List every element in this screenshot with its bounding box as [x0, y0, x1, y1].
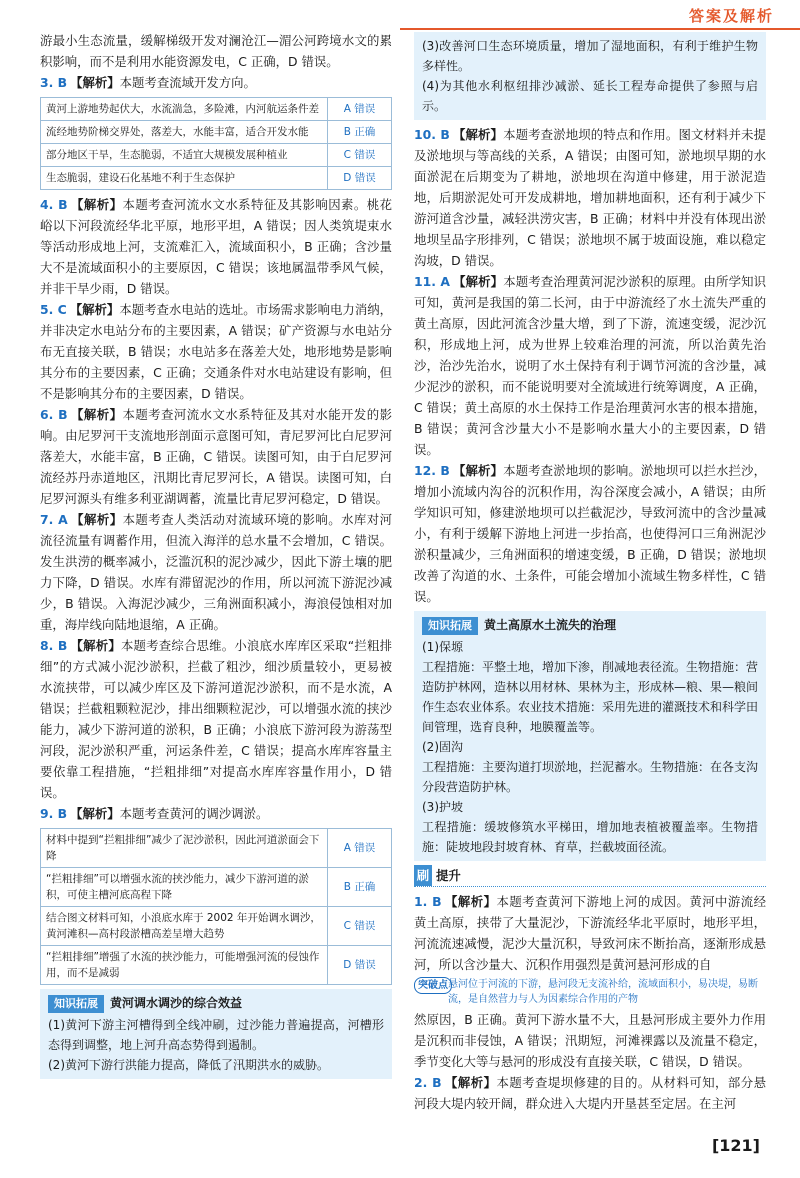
q9-text: 本题考查黄河的调沙调淤。 — [119, 806, 269, 821]
q9-table — [40, 828, 392, 985]
extension-item: (1)保塬 — [422, 640, 463, 654]
table-cell: 部分地区干旱，生态脆弱，不适宜大规模发展种植业 — [41, 144, 328, 167]
t2-text: 本题考查堤坝修建的目的。从材料可知，部分悬河段大堤内较开阔，群众进入大堤内开垦甚至定居。在主河 — [414, 1075, 767, 1111]
analysis-tag: 【解析】 — [70, 512, 123, 527]
verdict-cell: C 错误 — [328, 907, 392, 946]
table-row — [41, 868, 392, 907]
verdict-cell: B 正确 — [328, 121, 392, 144]
q5-number: 5. C — [40, 302, 67, 317]
t2-answer — [414, 1072, 766, 1114]
analysis-tag: 【解析】 — [444, 1075, 497, 1090]
extension-heading — [422, 615, 758, 635]
q9-answer — [40, 803, 392, 824]
note-text: 悬河位于河流的下游，悬河段无支流补给，流域面积小，易决堤，易断流，是自然营力与人为因素综合作用的产物 — [448, 979, 758, 1005]
q3-answer — [40, 72, 392, 93]
q6-text: 本题考查河流水文水系特征及其对水能开发的影响。由尼罗河干支流地形剖面示意图可知，青尼罗河比白尼罗河落差大，水能丰富，B 正确，C 错误。读图可知，由于白尼罗河流经苏丹赤道地区，汛期比青尼罗河长，A 错误。读图可知，白尼罗河源头有维多利亚湖调蓄，流量比青尼罗河稳定，D 错误。 — [40, 407, 393, 506]
analysis-tag: 【解析】 — [70, 407, 123, 422]
right-column — [414, 30, 766, 1114]
q11-text: 本题考查治理黄河泥沙淤积的原理。由所学知识可知，黄河是我国的第二长河，由于中游流经了水土流失严重的黄土高原，因此河流含沙量大增，到了下游，流速变缓，泥沙沉积，形成地上河，成为世界上较难治理的河流，所以治黄先治沙，治沙先治水，说明了水土保持有利于调节河流的含沙量，减少泥沙的淤积，而不能说明要对全流域进行统筹调度，A 正确，C 错误；黄土高原的水土保持工作是治理黄河水害的根本措施，B 错误；黄河含沙量大小不是影响水量大小的主要因素，D 错误。 — [414, 274, 767, 457]
q8-answer — [40, 635, 392, 803]
q6-number: 6. B — [40, 407, 68, 422]
verdict-cell: C 错误 — [328, 144, 392, 167]
table-cell: 结合图文材料可知，小浪底水库于 2002 年开始调水调沙，黄河滩积—高村段淤槽高差呈增大趋势 — [41, 907, 328, 946]
q11-answer — [414, 271, 766, 460]
q12-number: 12. B — [414, 463, 450, 478]
table-row — [41, 829, 392, 868]
analysis-tag: 【解析】 — [452, 127, 504, 142]
verdict-cell: A 错误 — [328, 829, 392, 868]
table-row — [41, 121, 392, 144]
knowledge-extension-box-2 — [414, 611, 766, 861]
extension-item: (2)固沟 — [422, 740, 463, 754]
q7-number: 7. A — [40, 512, 68, 527]
t2-number: 2. B — [414, 1075, 442, 1090]
table-cell: “拦粗排细”可以增强水流的挟沙能力，减少下游河道的淤积，可使主槽河底高程下降 — [41, 868, 328, 907]
table-row — [41, 98, 392, 121]
verdict-cell: D 错误 — [328, 946, 392, 985]
q8-number: 8. B — [40, 638, 68, 653]
q10-number: 10. B — [414, 127, 450, 142]
breakthrough-badge: 突破点 — [414, 977, 452, 994]
q10-answer — [414, 124, 766, 271]
table-row — [41, 167, 392, 190]
table-cell: “拦粗排细”增强了水流的挟沙能力，可能增强河流的侵蚀作用，而不是减弱 — [41, 946, 328, 985]
analysis-tag: 【解析】 — [70, 197, 123, 212]
table-row — [41, 144, 392, 167]
extension-item: 工程措施：平整土地，增加下渗，削减地表径流。生物措施：营造防护林网，造林以用材林、果林为主，形成林—粮、果—粮间作生态农业体系。农业技术措施：采用先进的灌溉技术和科学田间管理，选育良种，地膜覆盖等。 — [422, 660, 759, 734]
analysis-tag: 【解析】 — [70, 75, 120, 90]
brush-icon: 刷 — [414, 865, 432, 886]
verdict-cell: D 错误 — [328, 167, 392, 190]
table-row — [41, 946, 392, 985]
extension-title: 黄土高原水土流失的治理 — [484, 618, 617, 632]
extension-heading — [48, 993, 384, 1013]
extension-item: (1)黄河下游主河槽得到全线冲刷，过沙能力普遍提高，河槽形态得到调整，地上河升高态势得到遏制。 — [48, 1018, 384, 1052]
table-cell: 生态脆弱，建设石化基地不利于生态保护 — [41, 167, 328, 190]
q5-text: 本题考查水电站的选址。市场需求影响电力消纳，并非决定水电站分布的主要因素，A 错误；矿产资源与水电站分布无直接关联，B 错误；水电站多在落差大处，地形地势是影响其分布的主要因素，C 正确；交通条件对水电站建设有影响，但不是影响其分布的主要因素，D 错误。 — [40, 302, 393, 401]
knowledge-extension-box — [40, 989, 392, 1079]
extension-item: 工程措施：缓坡修筑水平梯田，增加地表植被覆盖率。生物措施：陡坡地段封坡育林、育草，拦截坡面径流。 — [422, 820, 758, 854]
t1-continued: 然原因，B 正确。黄河下游水量不大，且悬河形成主要外力作用是沉积而非侵蚀，A 错误；汛期短，河滩裸露以及流量不稳定，季节变化大等与悬河的形成没有直接关联，C 错误，D 错误。 — [414, 1012, 766, 1069]
extension-item: (4)为其他水利枢纽排沙减淤、延长工程寿命提供了参照与启示。 — [422, 79, 758, 113]
q8-text: 本题考查综合思维。小浪底水库库区采取“拦粗排细”的方式减小泥沙淤积，拦截了粗沙，细沙质量较小，更易被水流挟带，可以减少库区及下游河道泥沙淤积，而不是水流，A 错误；拦截粗颗粒泥沙，排出细颗粒泥沙，可以增强水流的挟沙能力，减少下游河道的淤积，B 正确；小浪底下游河段为游荡型河段，泥沙淤积严重，河运条件差，C 错误；提高水库库容量主要依靠工程措施，“拦粗排细”对提高水库库容量作用小，D 错误。 — [40, 638, 393, 800]
verdict-cell: B 正确 — [328, 868, 392, 907]
table-cell: 黄河上游地势起伏大，水流湍急，多险滩，内河航运条件差 — [41, 98, 328, 121]
q12-text: 本题考查淤地坝的影响。淤地坝可以拦水拦沙，增加小流域内沟谷的沉积作用，沟谷深度会减小，A 错误；由所学知识可知，修建淤地坝可以拦截泥沙，导致河流中的含沙量减小，有利于缓解下游地上河进一步抬高，也使得河口三角洲泥沙淤积量减少，三角洲面积的增速变缓，B 正确，D 错误；淤地坝改善了沟道的水、土条件，可能会增加小流域生物多样性，C 错误。 — [414, 463, 767, 604]
analysis-tag: 【解析】 — [70, 638, 121, 653]
q7-answer — [40, 509, 392, 635]
breakthrough-note — [414, 977, 766, 1007]
analysis-tag: 【解析】 — [69, 302, 120, 317]
t1-number: 1. B — [414, 894, 442, 909]
analysis-tag: 【解析】 — [452, 274, 504, 289]
t1-text: 本题考查黄河下游地上河的成因。黄河中游流经黄土高原，挟带了大量泥沙，下游流经华北平原时，地形平坦，河流流速减慢，泥沙大量沉积，导致河床不断抬高，逐渐形成悬河，所以含沙量大、沉积作用强烈是黄河悬河形成的自 — [414, 894, 767, 972]
extension-title: 黄河调水调沙的综合效益 — [110, 996, 243, 1010]
extension-tag: 知识拓展 — [422, 617, 478, 635]
extension-item: (3)护坡 — [422, 800, 463, 814]
q4-answer — [40, 194, 392, 299]
q5-answer — [40, 299, 392, 404]
extension-tag: 知识拓展 — [48, 995, 104, 1013]
section-heading-improve — [414, 865, 766, 887]
q3-table — [40, 97, 392, 190]
q4-number: 4. B — [40, 197, 68, 212]
q3-number: 3. B — [40, 75, 68, 90]
q12-answer — [414, 460, 766, 607]
q9-number: 9. B — [40, 806, 68, 821]
verdict-cell: A 错误 — [328, 98, 392, 121]
table-cell: 流经地势阶梯交界处，落差大，水能丰富，适合开发水能 — [41, 121, 328, 144]
analysis-tag: 【解析】 — [452, 463, 504, 478]
page-number: [121] — [711, 1136, 760, 1155]
extension-item: (2)黄河下游行洪能力提高，降低了汛期洪水的威胁。 — [48, 1058, 330, 1072]
extension-item: 工程措施：主要沟道打坝淤地，拦泥蓄水。生物措施：在各支沟分段营造防护林。 — [422, 760, 759, 794]
analysis-tag: 【解析】 — [444, 894, 497, 909]
section-header: 答案及解析 — [688, 7, 774, 25]
q4-text: 本题考查河流水文水系特征及其影响因素。桃花峪以下河段流经华北平原，地形平坦，A 错误；因人类筑堤束水等活动形成地上河，支流难汇入，流域面积小，B 正确；含沙量大不是流域面积小的主要原因，C 错误；该地属温带季风气候，并非干旱少雨，D 错误。 — [40, 197, 393, 296]
analysis-tag: 【解析】 — [70, 806, 120, 821]
intro-paragraph: 游最小生态流量，缓解梯级开发对澜沧江—湄公河跨境水文的累积影响，而不是利用水能资源发电，C 正确，D 错误。 — [40, 33, 392, 69]
q10-text: 本题考查淤地坝的特点和作用。图文材料并未提及淤地坝与等高线的关系，A 错误；由图可知，淤地坝早期的水面淤泥在后期变为了耕地，淤地坝在沟道中修建，用于淤泥造地，后期淤泥处可开发成耕地，增加耕地面积，还有利于减少下游河道含沙量，减轻洪涝灾害，B 正确；材料中并没有体现出淤地坝呈品字形排列，C 错误；淤地坝不属于坡面设施，难以稳定沟坡，D 错误。 — [414, 127, 767, 268]
left-column — [40, 30, 392, 1083]
table-row — [41, 907, 392, 946]
extension-item: (3)改善河口生态环境质量，增加了湿地面积，有利于维护生物多样性。 — [422, 39, 758, 73]
q6-answer — [40, 404, 392, 509]
q7-text: 本题考查人类活动对流域环境的影响。水库对河流径流量有调蓄作用，但流入海洋的总水量不会增加，C 错误。发生洪涝的概率减小，泛滥沉积的泥沙减少，因此下游土壤的肥力下降，D 错误。水库有滞留泥沙的作用，所以河流下游泥沙减少，B 错误。入海泥沙减少，三角洲面积减小，海浪侵蚀相对加重，海岸线向陆地退缩，A 正确。 — [40, 512, 393, 632]
continued-extension-box — [414, 32, 766, 120]
q3-text: 本题考查流域开发方向。 — [119, 75, 256, 90]
q11-number: 11. A — [414, 274, 450, 289]
section-label: 提升 — [436, 868, 461, 883]
t1-answer — [414, 891, 766, 975]
table-cell: 材料中提到“拦粗排细”减少了泥沙淤积，因此河道淤面会下降 — [41, 829, 328, 868]
